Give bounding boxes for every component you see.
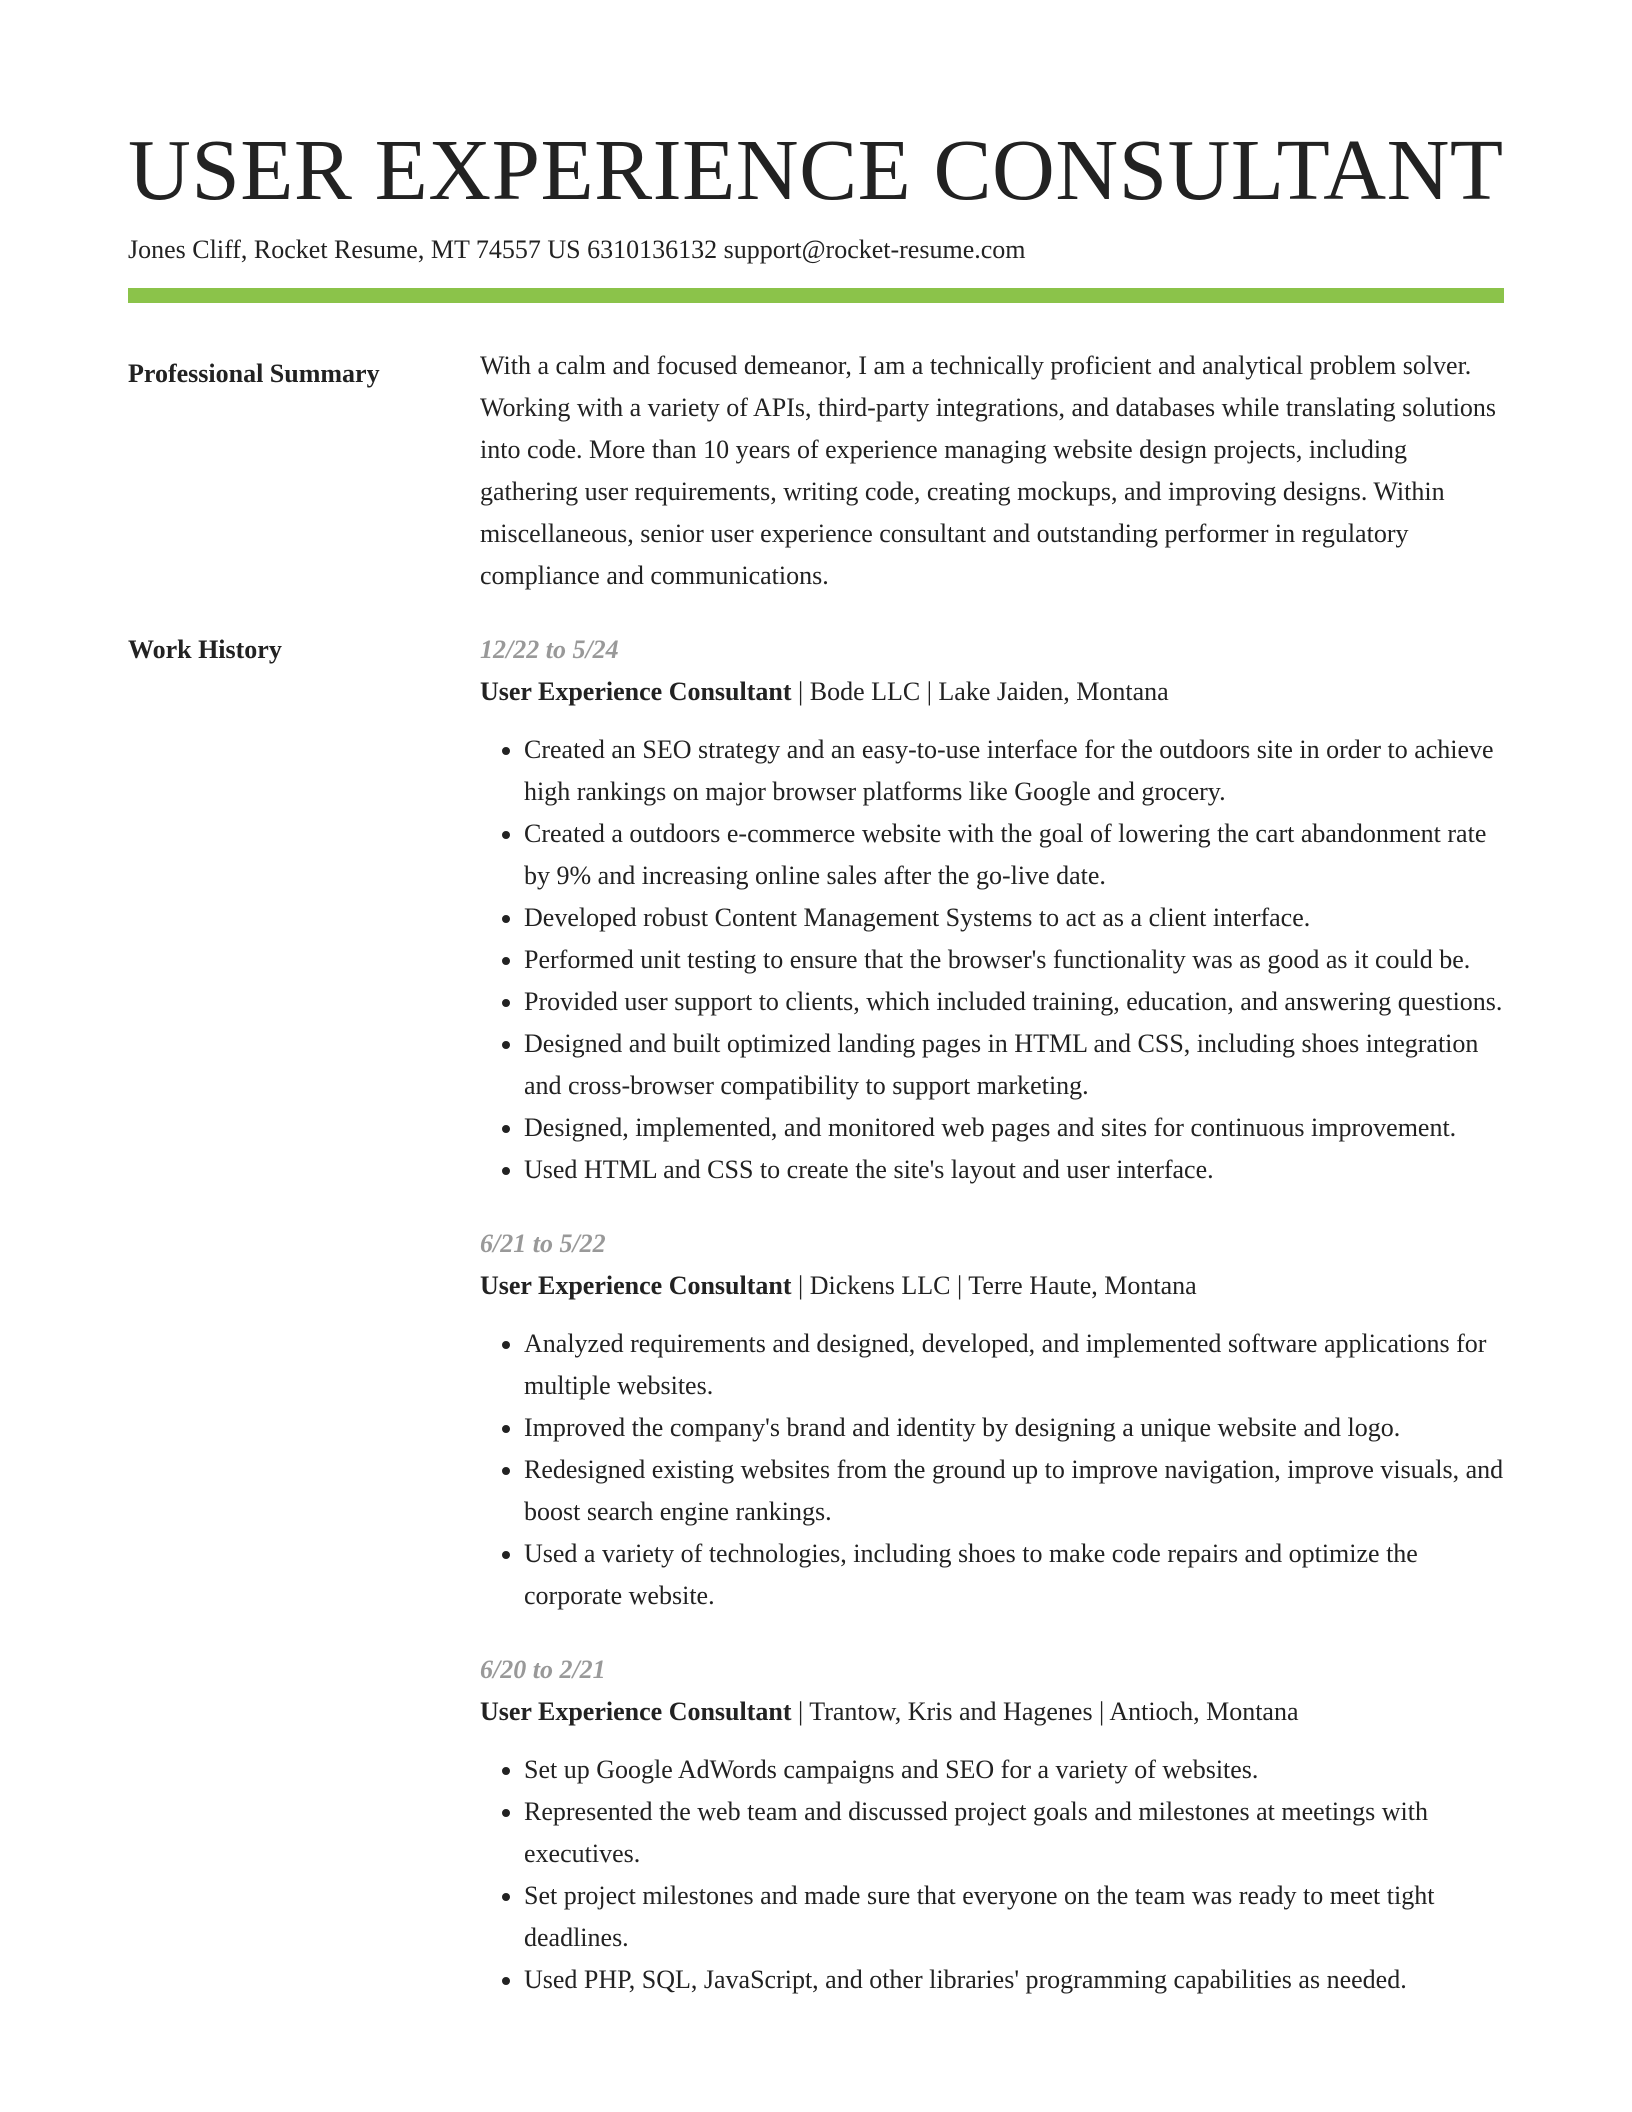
job-bullet: • Improved the company's brand and identity by designing a unique website and logo. bbox=[524, 1407, 1504, 1449]
job-dates: 6/21 to 5/22 bbox=[480, 1229, 606, 1258]
job-bullet: • Created an SEO strategy and an easy-to-use interface for the outdoors site in order to achieve high rankings on major browser platforms like Google and grocery. bbox=[524, 729, 1504, 813]
job-bullet: • Used PHP, SQL, JavaScript, and other libraries' programming capabilities as needed. bbox=[524, 1959, 1504, 2001]
job-entry bbox=[480, 629, 1504, 1191]
resume-page bbox=[128, 0, 1504, 2033]
contact-line: Jones Cliff, Rocket Resume, MT 74557 US 6310136132 support@rocket-resume.com bbox=[128, 235, 1026, 264]
job-bullets bbox=[480, 729, 1504, 1191]
job-bullet: • Designed and built optimized landing pages in HTML and CSS, including shoes integration and cross-browser compatibility to support marketing. bbox=[524, 1023, 1504, 1107]
work-history-section bbox=[128, 629, 1504, 2033]
job-bullet: • Represented the web team and discussed project goals and milestones at meetings with executives. bbox=[524, 1791, 1504, 1875]
job-details: | Dickens LLC | Terre Haute, Montana bbox=[791, 1271, 1197, 1300]
job-bullet: • Created a outdoors e-commerce website with the goal of lowering the cart abandonment rate by 9% and increasing online sales after the go-live date. bbox=[524, 813, 1504, 897]
job-entry bbox=[480, 1649, 1504, 2001]
job-role: User Experience Consultant bbox=[480, 1271, 792, 1300]
job-bullet: • Set up Google AdWords campaigns and SEO for a variety of websites. bbox=[524, 1749, 1504, 1791]
job-role: User Experience Consultant bbox=[480, 677, 792, 706]
job-dates: 12/22 to 5/24 bbox=[480, 635, 619, 664]
job-bullet: • Designed, implemented, and monitored web pages and sites for continuous improvement. bbox=[524, 1107, 1504, 1149]
job-bullet: • Used a variety of technologies, including shoes to make code repairs and optimize the corporate website. bbox=[524, 1533, 1504, 1617]
job-bullet: • Provided user support to clients, which included training, education, and answering questions. bbox=[524, 981, 1504, 1023]
job-bullet: • Used HTML and CSS to create the site's layout and user interface. bbox=[524, 1149, 1504, 1191]
work-history-content bbox=[480, 629, 1504, 2033]
job-bullet: • Performed unit testing to ensure that the browser's functionality was as good as it could be. bbox=[524, 939, 1504, 981]
job-bullet: • Redesigned existing websites from the ground up to improve navigation, improve visuals, and boost search engine rankings. bbox=[524, 1449, 1504, 1533]
summary-section bbox=[128, 353, 1504, 597]
job-bullet: • Developed robust Content Management Systems to act as a client interface. bbox=[524, 897, 1504, 939]
resume-title: USER EXPERIENCE CONSULTANT bbox=[128, 121, 1504, 218]
job-bullets bbox=[480, 1749, 1504, 2001]
job-bullets bbox=[480, 1323, 1504, 1617]
job-entry bbox=[480, 1223, 1504, 1617]
job-details: | Bode LLC | Lake Jaiden, Montana bbox=[791, 677, 1169, 706]
summary-label: Professional Summary bbox=[128, 359, 380, 388]
header-divider bbox=[128, 288, 1504, 303]
job-title-line bbox=[480, 1691, 1504, 1733]
job-role: User Experience Consultant bbox=[480, 1697, 792, 1726]
summary-content bbox=[480, 353, 1504, 597]
job-bullet: • Analyzed requirements and designed, developed, and implemented software applications for multiple websites. bbox=[524, 1323, 1504, 1407]
job-title-line bbox=[480, 671, 1504, 713]
job-bullet: • Set project milestones and made sure that everyone on the team was ready to meet tight deadlines. bbox=[524, 1875, 1504, 1959]
job-title-line bbox=[480, 1265, 1504, 1307]
summary-text: With a calm and focused demeanor, I am a technically proficient and analytical problem solver. Working with a variety of APIs, third-party integrations, and databases while translating solutions into code. More than 10 years of experience managing website design projects, including gathering user requirements, writing code, creating mockups, and improving designs. Within miscellaneous, senior user experience consultant and outstanding performer in regulatory compliance and communications. bbox=[480, 351, 1497, 590]
work-history-label: Work History bbox=[128, 635, 282, 664]
job-details: | Trantow, Kris and Hagenes | Antioch, Montana bbox=[791, 1697, 1299, 1726]
job-dates: 6/20 to 2/21 bbox=[480, 1655, 606, 1684]
